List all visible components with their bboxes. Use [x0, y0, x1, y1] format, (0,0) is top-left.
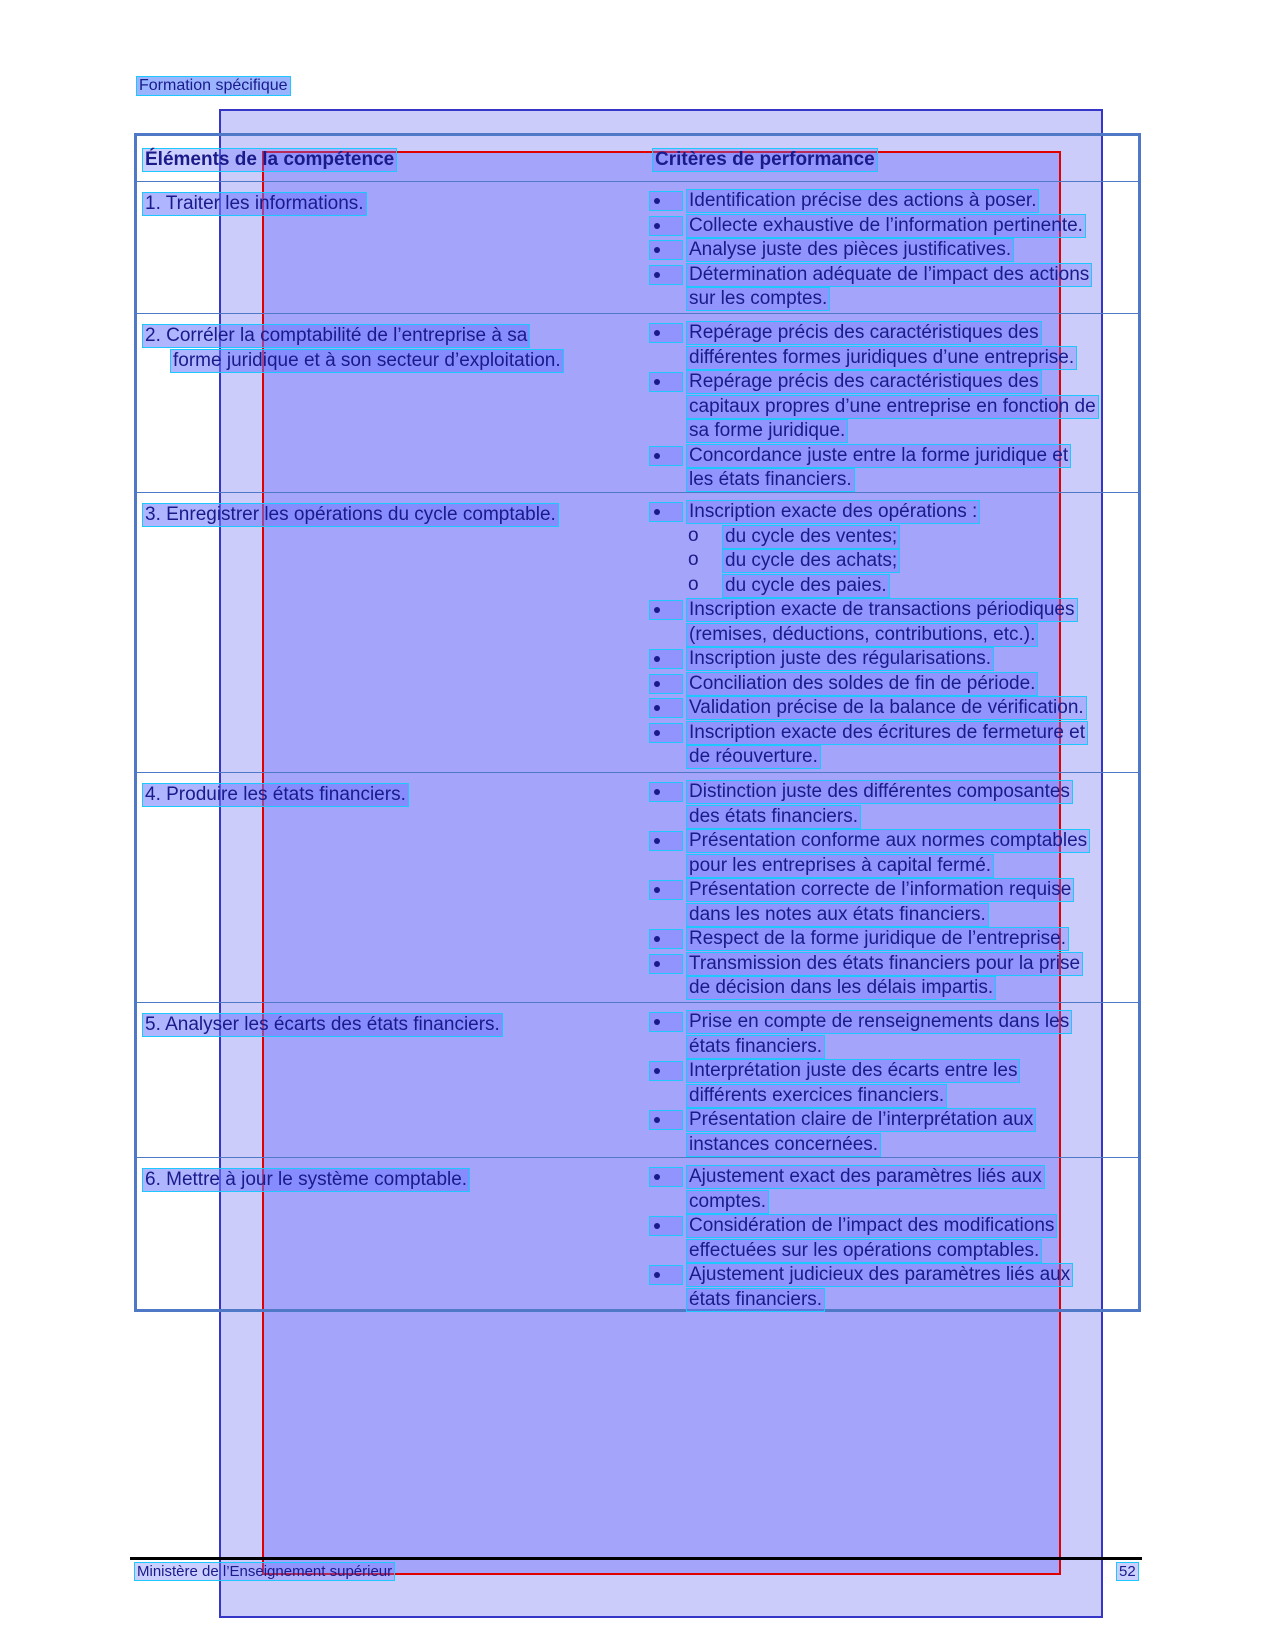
performance-criterion: les états financiers. [686, 468, 855, 492]
performance-criterion: dans les notes aux états financiers. [686, 903, 989, 927]
competence-element: 1. Traiter les informations. [142, 192, 367, 216]
bullet-icon [649, 372, 683, 392]
footer-ministry: Ministère de l’Enseignement supérieur [134, 1562, 395, 1581]
bullet-icon [649, 240, 683, 260]
bullet-icon [649, 323, 683, 343]
bullet-icon [649, 1110, 683, 1130]
bullet-icon [649, 265, 683, 285]
bullet-icon [649, 954, 683, 974]
sub-bullet-icon: o [688, 573, 699, 595]
performance-criterion: Analyse juste des pièces justificatives. [686, 238, 1014, 262]
performance-criterion: Respect de la forme juridique de l’entreprise. [686, 927, 1069, 951]
performance-criterion: Transmission des états financiers pour la prise [686, 952, 1083, 976]
column-header-elements: Éléments de la compétence [142, 148, 397, 172]
column-header-criteria: Critères de performance [652, 148, 878, 172]
performance-criterion: différentes formes juridiques d’une entreprise. [686, 346, 1077, 370]
performance-criterion: Inscription exacte des écritures de fermeture et [686, 721, 1088, 745]
bullet-icon [649, 1012, 683, 1032]
sub-bullet-icon: o [688, 549, 699, 570]
performance-criterion: Conciliation des soldes de fin de période. [686, 672, 1038, 696]
competence-element: 4. Produire les états financiers. [142, 783, 409, 807]
performance-criterion: capitaux propres d’une entreprise en fonction de [686, 395, 1099, 419]
table-row [137, 492, 1138, 773]
performance-criterion: de décision dans les délais impartis. [686, 976, 996, 1000]
performance-criterion: (remises, déductions, contributions, etc.). [686, 623, 1038, 647]
performance-criterion: Interprétation juste des écarts entre les [686, 1059, 1020, 1083]
performance-criterion: Détermination adéquate de l’impact des actions [686, 263, 1092, 287]
sub-criterion: du cycle des paies. [722, 574, 890, 598]
competence-element: 5. Analyser les écarts des états financiers. [142, 1013, 503, 1037]
bullet-icon [649, 1061, 683, 1081]
performance-criterion: effectuées sur les opérations comptables. [686, 1239, 1042, 1263]
table-row [137, 1157, 1138, 1310]
performance-criterion: Concordance juste entre la forme juridique et [686, 444, 1071, 468]
performance-criterion: sa forme juridique. [686, 419, 848, 443]
performance-criterion: sur les comptes. [686, 287, 830, 311]
bullet-icon [649, 880, 683, 900]
bullet-icon [649, 191, 683, 211]
table-row [137, 772, 1138, 1003]
bullet-icon [649, 446, 683, 466]
section-header: Formation spécifique [136, 76, 291, 96]
performance-criterion: Inscription exacte de transactions périodiques [686, 598, 1078, 622]
bullet-icon [649, 216, 683, 236]
table-header-row [137, 136, 1138, 181]
competence-element: forme juridique et à son secteur d’exploitation. [170, 349, 564, 373]
performance-criterion: Prise en compte de renseignements dans les [686, 1010, 1072, 1034]
table-row [137, 181, 1138, 314]
performance-criterion: Présentation claire de l’interprétation aux [686, 1108, 1036, 1132]
performance-criterion: Ajustement exact des paramètres liés aux [686, 1165, 1045, 1189]
bullet-icon [649, 1265, 683, 1285]
bullet-icon [649, 600, 683, 620]
performance-criterion: des états financiers. [686, 805, 861, 829]
competence-table [134, 133, 1141, 1312]
bullet-icon [649, 1167, 683, 1187]
bullet-icon [649, 698, 683, 718]
competence-element: 6. Mettre à jour le système comptable. [142, 1168, 470, 1192]
performance-criterion: différents exercices financiers. [686, 1084, 947, 1108]
table-row [137, 1002, 1138, 1158]
performance-criterion: Inscription exacte des opérations : [686, 500, 980, 524]
bullet-icon [649, 831, 683, 851]
footer-page-number: 52 [1116, 1562, 1139, 1581]
performance-criterion: pour les entreprises à capital fermé. [686, 854, 994, 878]
sub-bullet-icon: o [688, 524, 699, 546]
performance-criterion: Distinction juste des différentes composantes [686, 780, 1073, 804]
competence-element: 2. Corréler la comptabilité de l’entreprise à sa [142, 324, 530, 348]
bullet-icon [649, 674, 683, 694]
bullet-icon [649, 1216, 683, 1236]
table-row [137, 313, 1138, 493]
performance-criterion: Inscription juste des régularisations. [686, 647, 994, 671]
performance-criterion: états financiers. [686, 1035, 825, 1059]
bullet-icon [649, 649, 683, 669]
performance-criterion: instances concernées. [686, 1133, 881, 1157]
bullet-icon [649, 782, 683, 802]
performance-criterion: Repérage précis des caractéristiques des [686, 321, 1042, 345]
performance-criterion: comptes. [686, 1190, 769, 1214]
performance-criterion: Validation précise de la balance de vérification. [686, 696, 1087, 720]
performance-criterion: Identification précise des actions à poser. [686, 189, 1039, 213]
competence-element: 3. Enregistrer les opérations du cycle comptable. [142, 503, 559, 527]
performance-criterion: Collecte exhaustive de l’information pertinente. [686, 214, 1086, 238]
performance-criterion: états financiers. [686, 1288, 825, 1312]
performance-criterion: Repérage précis des caractéristiques des [686, 370, 1042, 394]
performance-criterion: Présentation correcte de l’information requise [686, 878, 1074, 902]
performance-criterion: Présentation conforme aux normes comptables [686, 829, 1090, 853]
footer-rule [130, 1557, 1142, 1560]
sub-criterion: du cycle des achats; [722, 549, 900, 573]
performance-criterion: Ajustement judicieux des paramètres liés aux [686, 1263, 1073, 1287]
performance-criterion: de réouverture. [686, 745, 821, 769]
bullet-icon [649, 723, 683, 743]
sub-criterion: du cycle des ventes; [722, 525, 900, 549]
bullet-icon [649, 502, 683, 522]
performance-criterion: Considération de l’impact des modifications [686, 1214, 1057, 1238]
bullet-icon [649, 929, 683, 949]
